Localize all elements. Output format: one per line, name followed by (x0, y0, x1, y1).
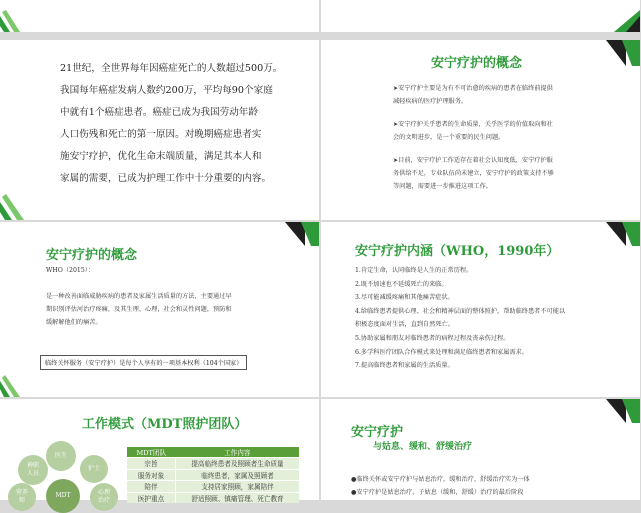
intro-line: 21世纪，全世界每年因癌症死亡的人数超过500万。 (60, 63, 283, 74)
mdt-table (127, 447, 299, 503)
list-item: 1.肯定生命，认同临终是人生的正常历程。 (355, 267, 473, 274)
relation-bullets (351, 473, 641, 499)
bullet-line: ●安宁疗护是姑息治疗，子姑息（缓和，舒缓）治疗的最后阶段 (351, 489, 524, 496)
bullet-item (393, 118, 623, 144)
column-header: 工作内容 (176, 447, 300, 458)
corner-triangles-decor (285, 222, 319, 246)
list-item: 7.提高临终患者和家属的生活质量。 (355, 362, 454, 370)
list-item: 2.既不加速也不延缓死亡的来临。 (355, 280, 448, 288)
table-header-row (127, 447, 299, 458)
slide-title: 安宁疗护 (351, 425, 404, 440)
table-row (127, 481, 299, 493)
table-cell: 宗旨 (127, 458, 176, 470)
node-mdt-center: MDT (46, 479, 80, 513)
slide-3 (0, 40, 319, 220)
slide-title: 安宁疗护的概念 (431, 56, 523, 71)
bullet-line: ➤安宁疗护主要是为有不可治愈的疾病的患者在临终前提供 (393, 85, 553, 92)
slide-2 (321, 0, 640, 32)
intro-paragraph (60, 58, 290, 190)
bullet-line: 会的文明进步，是一个重要的民生问题。 (393, 134, 505, 141)
green-stripes-decor (0, 375, 26, 397)
slide-title: 工作模式（MDT照护团队） (82, 417, 248, 432)
slide-4 (321, 40, 640, 220)
table-row (127, 492, 299, 503)
bullet-line: ●临终关怀或安宁疗护与姑息治疗，缓和治疗，舒缓治疗实为一体 (351, 476, 530, 483)
column-header: MDT团队 (127, 447, 176, 458)
slide-title: 安宁疗护的概念 (46, 248, 138, 263)
rights-statement-box: 临终关怀服务（安宁疗护）是每个人享有的一项基本权利（104个国家） (40, 355, 247, 370)
bullet-line: 减轻疾病的医疗护理服务。 (393, 98, 468, 105)
list-item: 5.协助家属和朋友对临终患者的病程过程及丧亲伤过程。 (355, 334, 510, 342)
definition-line: 期识别评估河治疗疼痛，及其生理、心理，社会和灵性问题，预防和 (46, 306, 232, 313)
intro-line: 我国每年癌症发病人数约200万，平均每90个家庭 (60, 85, 273, 96)
concept-bullets (393, 82, 623, 193)
node-nutritionist: 营养 师 (8, 483, 36, 511)
intro-line: 施安宁疗护，优化生命末端质量，满足其本人和 (60, 151, 262, 162)
who-label: WHO（2015）： (46, 267, 95, 274)
table-cell: 医护重点 (127, 492, 176, 503)
bullet-line: 等问题，需要进一步推进这项工作。 (393, 183, 492, 190)
slide-8 (321, 399, 640, 500)
node-nurse: 护士 (80, 455, 108, 483)
slide-6 (321, 222, 640, 397)
corner-triangles-decor (600, 10, 640, 32)
list-item: 积极态度面对生活，直到自然死亡。 (355, 321, 454, 329)
connotation-list (355, 264, 625, 373)
node-doctor: 医生 (46, 441, 76, 471)
table-cell: 临终患者，家属及照顾者 (176, 469, 300, 481)
node-psychotherapy: 心理 治疗 (90, 483, 118, 511)
corner-triangles-decor (606, 40, 640, 66)
table-cell: 服务对象 (127, 469, 176, 481)
bullet-item (393, 82, 623, 108)
definition-line: 缓解解他们的痛苦。 (46, 319, 102, 326)
slide-subtitle: 与姑息、缓和、舒缓治疗 (373, 442, 473, 452)
intro-line: 人口伤残和死亡的第一原因。对晚期癌症患者实 (60, 129, 262, 140)
list-item: 6.多学科医疗团队合作模式来处理和满足临终患者和家属需求。 (355, 348, 528, 356)
table-cell: 舒适照顾、镇痛管理、死亡教育 (176, 492, 300, 503)
list-item: 3.尽可能减缓疼痛和其他痛苦症状。 (355, 294, 454, 302)
green-stripes-decor (0, 194, 30, 220)
who-definition (46, 290, 296, 329)
definition-line: 是一种改善面临威胁疾病的患者及家属生活质量的方法，主要通过早 (46, 293, 232, 300)
slide-1 (0, 0, 319, 32)
table-cell: 陪伴 (127, 481, 176, 493)
table-cell: 支持居家照顾，家属陪伴 (176, 481, 300, 493)
corner-triangles-decor (606, 222, 640, 246)
corner-triangles-decor (606, 399, 640, 423)
list-item: 4.给临终患者提供心理、社会和精神层面的整体照护，帮助临终患者不可能以 (355, 307, 566, 315)
table-row (127, 469, 299, 481)
intro-line: 中就有1个癌症患者。癌症已成为我国劳动年龄 (60, 107, 258, 118)
bullet-line: ➤安宁疗护关乎患者的生命质量，关乎医学的价值取向和社 (393, 121, 553, 128)
table-cell: 提高临终患者及照顾者生命质量 (176, 458, 300, 470)
slide-title: 安宁疗护内涵（WHO，1990年） (355, 244, 560, 259)
intro-line: 家属的需要，已成为护理工作中十分重要的内容。 (60, 173, 272, 184)
table-row (127, 458, 299, 470)
node-clergy: 神职 人员 (18, 455, 48, 485)
bullet-line: ➤目前，安宁疗护工作适存在着社会认知度低，安宁疗护服 (393, 157, 553, 164)
bullet-item (393, 154, 623, 193)
green-stripes-decor (0, 10, 22, 32)
bullet-line: 务供给不足，专业队伍尚未建立，安宁疗护的政策支持不够 (393, 170, 554, 177)
slide-7 (0, 399, 319, 504)
slide-5 (0, 222, 319, 397)
